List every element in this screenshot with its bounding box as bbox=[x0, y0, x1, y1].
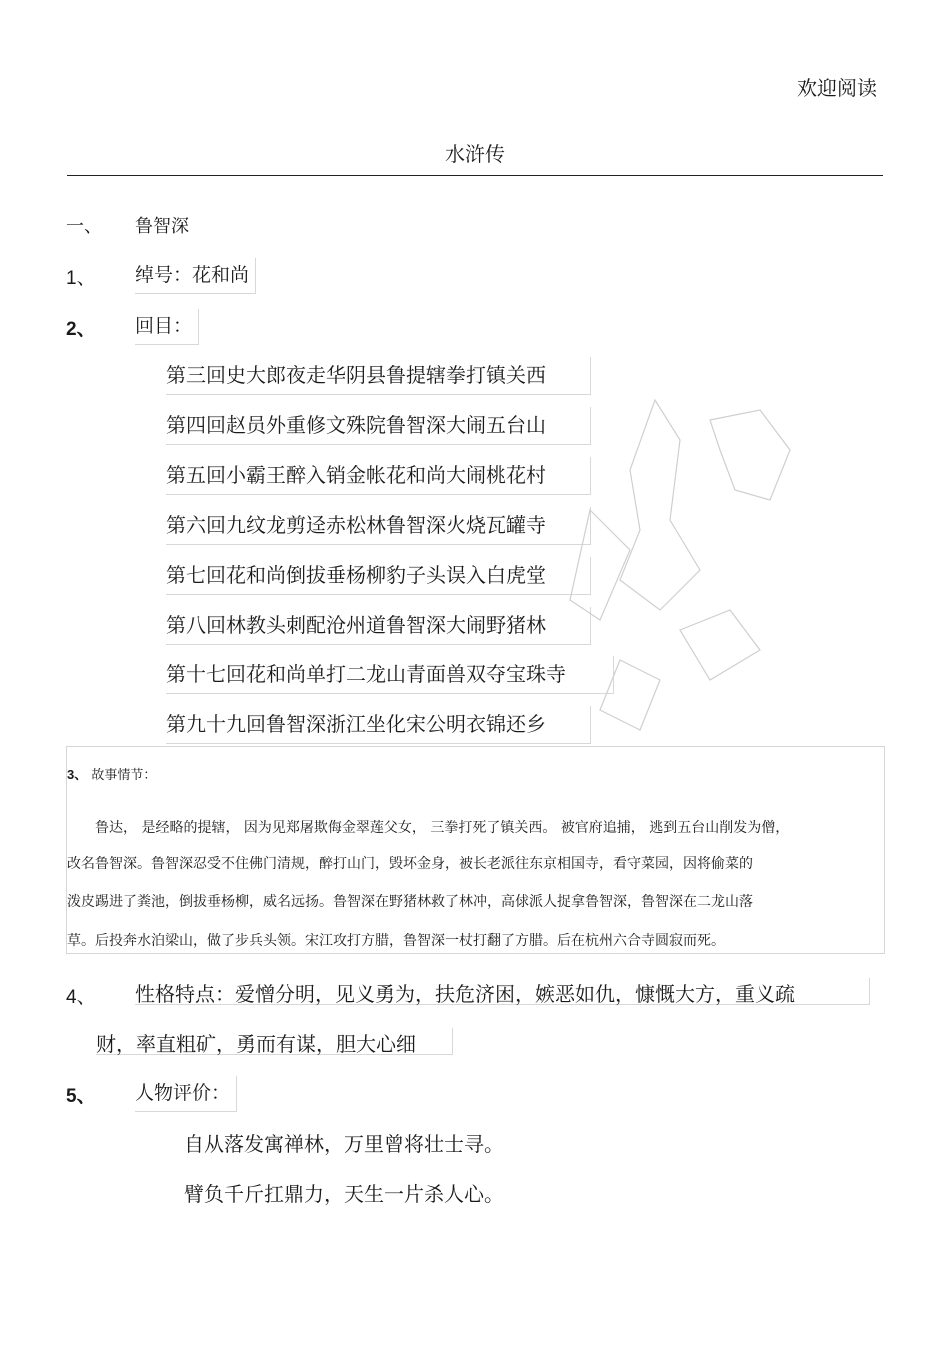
chapters-label: 回目： bbox=[135, 309, 199, 345]
chapter-item: 第三回史大郎夜走华阴县鲁提辖拳打镇关西 bbox=[166, 357, 591, 395]
chapter-item: 第十七回花和尚单打二龙山青面兽双夺宝珠寺 bbox=[166, 656, 614, 694]
story-heading bbox=[67, 764, 156, 783]
story-line: 泼皮踢进了粪池，倒拔垂杨柳，威名远扬。鲁智深在野猪林救了林冲，高俅派人捉拿鲁智深，鲁智深在二龙山落 bbox=[67, 894, 753, 910]
item-number-2: 2、 bbox=[66, 319, 96, 340]
chapter-item: 第七回花和尚倒拔垂杨柳豹子头误入白虎堂 bbox=[166, 557, 591, 595]
chapter-item: 第九十九回鲁智深浙江坐化宋公明衣锦还乡 bbox=[166, 706, 591, 744]
story-line: 草。后投奔水泊梁山，做了步兵头领。宋江攻打方腊，鲁智深一杖打翻了方腊。后在杭州六合寺圆寂而死。 bbox=[67, 933, 725, 949]
chapter-item: 第五回小霸王醉入销金帐花和尚大闹桃花村 bbox=[166, 457, 591, 495]
item-number-1: 1、 bbox=[66, 268, 96, 289]
traits-text-1: 爱憎分明，见义勇为，扶危济困，嫉恶如仇，慷慨大方，重义疏 bbox=[235, 982, 795, 1006]
nickname-value: 花和尚 bbox=[192, 264, 250, 286]
story-label: 故事情节： bbox=[91, 768, 157, 783]
title-divider bbox=[67, 175, 883, 176]
item-number-4: 4、 bbox=[66, 987, 96, 1008]
story-line: 鲁达， 是经略的提辖， 因为见郑屠欺侮金翠莲父女， 三拳打死了镇关西。 被官府追捕， 逃到五台山削发为僧， bbox=[67, 820, 790, 836]
story-section bbox=[66, 746, 885, 954]
evaluation-label: 人物评价： bbox=[135, 1076, 237, 1112]
chapter-item: 第四回赵员外重修文殊院鲁智深大闹五台山 bbox=[166, 407, 591, 445]
section-heading: 鲁智深 bbox=[135, 216, 189, 237]
chapter-item: 第八回林教头刺配沧州道鲁智深大闹野猪林 bbox=[166, 607, 591, 645]
traits-line-1 bbox=[135, 978, 870, 1005]
item-number-3: 3、 bbox=[67, 767, 88, 782]
poem-line: 自从落发寓禅林，万里曾将壮士寻。 bbox=[184, 1132, 504, 1156]
item-number-5: 5、 bbox=[66, 1086, 96, 1107]
traits-label: 性格特点： bbox=[135, 982, 235, 1006]
nickname-label: 绰号： bbox=[135, 264, 193, 286]
page-header-text: 欢迎阅读 bbox=[797, 76, 877, 100]
document-title: 水浒传 bbox=[445, 142, 505, 166]
traits-text-2: 财，率直粗矿，勇而有谋，胆大心细 bbox=[96, 1028, 453, 1055]
nickname-line bbox=[135, 258, 256, 294]
chapter-item: 第六回九纹龙剪迳赤松林鲁智深火烧瓦罐寺 bbox=[166, 507, 591, 545]
story-line: 改名鲁智深。鲁智深忍受不住佛门清规，醉打山门，毁坏金身，被长老派往东京相国寺，看守菜园，因将偷菜的 bbox=[67, 856, 753, 872]
poem-line: 臂负千斤扛鼎力，天生一片杀人心。 bbox=[184, 1182, 504, 1206]
section-number: 一、 bbox=[66, 216, 102, 237]
